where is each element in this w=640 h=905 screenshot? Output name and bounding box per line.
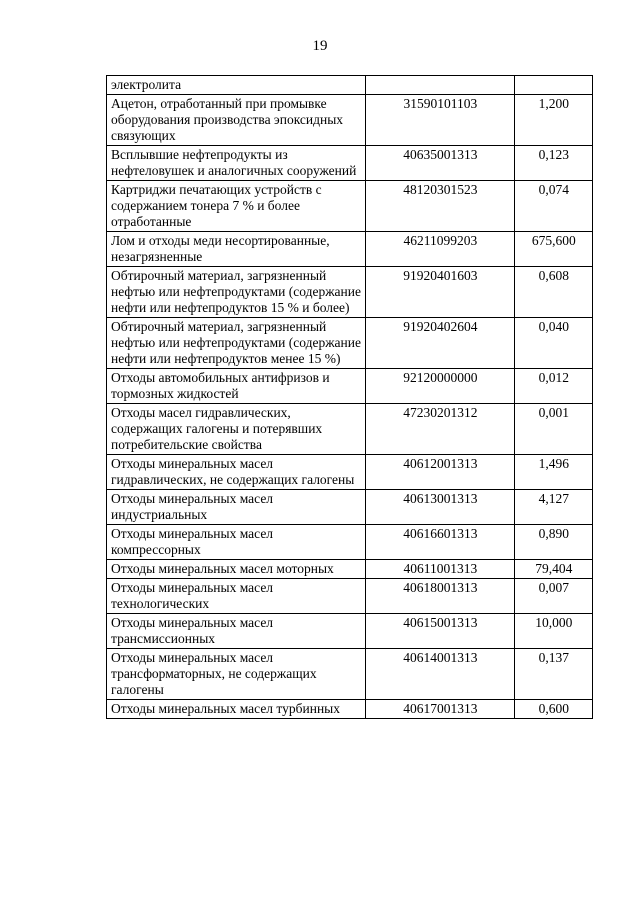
waste-name-cell: Обтирочный материал, загрязненный нефтью или нефтепродуктами (содержание нефти или нефтепродуктов 15 % и более) xyxy=(107,267,366,318)
table-row xyxy=(107,76,593,95)
waste-name-cell: Отходы масел гидравлических, содержащих галогены и потерявших потребительские свойства xyxy=(107,404,366,455)
waste-code-cell: 91920402604 xyxy=(366,318,515,369)
waste-name-cell: Отходы минеральных масел моторных xyxy=(107,560,366,579)
waste-code-cell: 46211099203 xyxy=(366,232,515,267)
waste-name-cell: Отходы минеральных масел трансформаторных, не содержащих галогены xyxy=(107,649,366,700)
waste-amount-cell: 79,404 xyxy=(514,560,592,579)
waste-name-cell: Отходы минеральных масел турбинных xyxy=(107,700,366,719)
waste-name-cell: Отходы автомобильных антифризов и тормозных жидкостей xyxy=(107,369,366,404)
waste-amount-cell: 0,890 xyxy=(514,525,592,560)
table-row xyxy=(107,700,593,719)
waste-code-cell xyxy=(366,76,515,95)
table-row xyxy=(107,146,593,181)
waste-amount-cell: 0,608 xyxy=(514,267,592,318)
waste-code-cell: 40617001313 xyxy=(366,700,515,719)
waste-code-cell: 40618001313 xyxy=(366,579,515,614)
table-body xyxy=(107,76,593,719)
table-row xyxy=(107,267,593,318)
waste-name-cell: Отходы минеральных масел гидравлических, не содержащих галогены xyxy=(107,455,366,490)
waste-code-cell: 40612001313 xyxy=(366,455,515,490)
table-row xyxy=(107,579,593,614)
waste-code-cell: 40635001313 xyxy=(366,146,515,181)
waste-code-cell: 40614001313 xyxy=(366,649,515,700)
waste-table xyxy=(106,75,593,719)
waste-amount-cell: 0,137 xyxy=(514,649,592,700)
waste-code-cell: 31590101103 xyxy=(366,95,515,146)
table-row xyxy=(107,95,593,146)
waste-amount-cell: 1,200 xyxy=(514,95,592,146)
waste-name-cell: Отходы минеральных масел компрессорных xyxy=(107,525,366,560)
waste-name-cell: Лом и отходы меди несортированные, незагрязненные xyxy=(107,232,366,267)
waste-code-cell: 40613001313 xyxy=(366,490,515,525)
page-number: 19 xyxy=(312,38,328,54)
waste-code-cell: 91920401603 xyxy=(366,267,515,318)
waste-name-cell: Обтирочный материал, загрязненный нефтью или нефтепродуктами (содержание нефти или нефтепродуктов менее 15 %) xyxy=(107,318,366,369)
table-row xyxy=(107,614,593,649)
table-row xyxy=(107,404,593,455)
waste-amount-cell: 0,007 xyxy=(514,579,592,614)
waste-amount-cell: 1,496 xyxy=(514,455,592,490)
waste-name-cell: Ацетон, отработанный при промывке оборудования производства эпоксидных связующих xyxy=(107,95,366,146)
waste-name-cell: Отходы минеральных масел трансмиссионных xyxy=(107,614,366,649)
waste-code-cell: 40616601313 xyxy=(366,525,515,560)
table-row xyxy=(107,232,593,267)
waste-name-cell: Картриджи печатающих устройств с содержанием тонера 7 % и более отработанные xyxy=(107,181,366,232)
waste-name-cell: Отходы минеральных масел индустриальных xyxy=(107,490,366,525)
table-row xyxy=(107,369,593,404)
waste-amount-cell: 0,074 xyxy=(514,181,592,232)
waste-code-cell: 40615001313 xyxy=(366,614,515,649)
waste-amount-cell: 0,040 xyxy=(514,318,592,369)
waste-amount-cell: 0,600 xyxy=(514,700,592,719)
table-row xyxy=(107,181,593,232)
table-row xyxy=(107,318,593,369)
waste-name-cell: Всплывшие нефтепродукты из нефтеловушек и аналогичных сооружений xyxy=(107,146,366,181)
table-row xyxy=(107,560,593,579)
waste-name-cell: электролита xyxy=(107,76,366,95)
waste-amount-cell: 675,600 xyxy=(514,232,592,267)
waste-code-cell: 48120301523 xyxy=(366,181,515,232)
waste-amount-cell: 4,127 xyxy=(514,490,592,525)
waste-amount-cell: 10,000 xyxy=(514,614,592,649)
waste-amount-cell xyxy=(514,76,592,95)
waste-name-cell: Отходы минеральных масел технологических xyxy=(107,579,366,614)
table-row xyxy=(107,525,593,560)
waste-code-cell: 47230201312 xyxy=(366,404,515,455)
table-row xyxy=(107,490,593,525)
waste-code-cell: 92120000000 xyxy=(366,369,515,404)
table-row xyxy=(107,455,593,490)
table-row xyxy=(107,649,593,700)
waste-amount-cell: 0,001 xyxy=(514,404,592,455)
waste-amount-cell: 0,123 xyxy=(514,146,592,181)
waste-code-cell: 40611001313 xyxy=(366,560,515,579)
waste-amount-cell: 0,012 xyxy=(514,369,592,404)
